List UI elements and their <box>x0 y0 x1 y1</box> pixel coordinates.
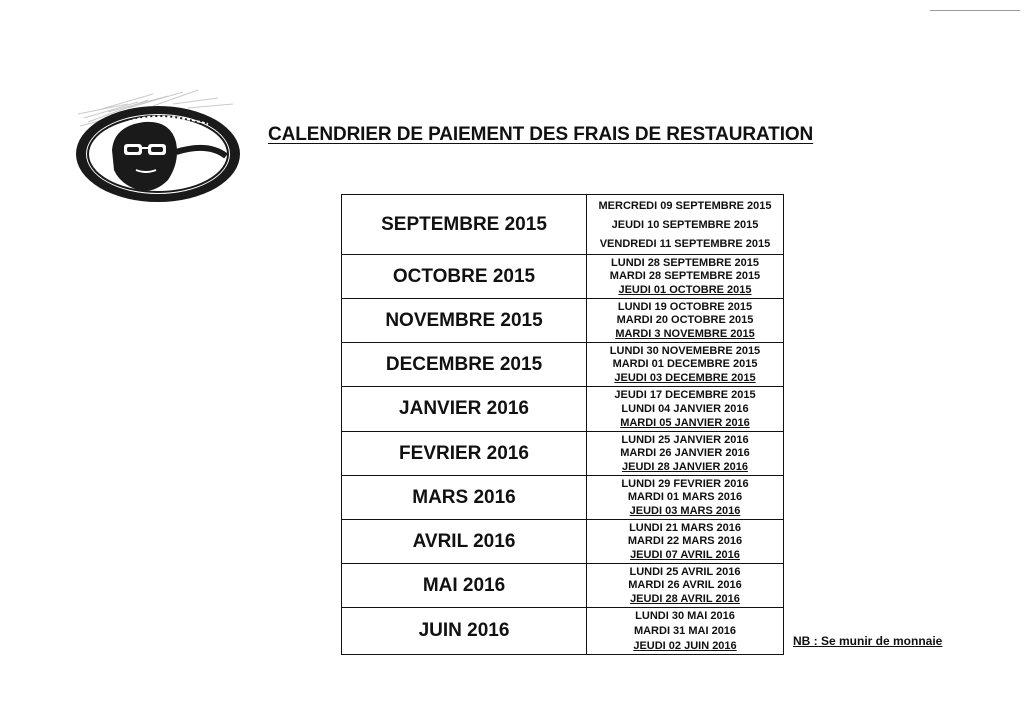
payment-schedule-table <box>341 194 784 655</box>
schedule-row <box>342 475 783 519</box>
payment-date: MARDI 05 JANVIER 2016 <box>620 417 750 429</box>
payment-date: JEUDI 17 DECEMBRE 2015 <box>614 389 756 401</box>
payment-date: LUNDI 21 MARS 2016 <box>629 521 741 534</box>
schedule-row <box>342 254 783 298</box>
payment-dates <box>586 343 783 386</box>
payment-dates <box>586 255 783 298</box>
payment-date: JEUDI 03 MARS 2016 <box>629 505 741 518</box>
payment-date: LUNDI 19 OCTOBRE 2015 <box>617 300 753 313</box>
payment-dates <box>586 432 783 475</box>
portrait-seal-icon <box>58 82 258 212</box>
payment-date: MARDI 01 DECEMBRE 2015 <box>612 358 758 371</box>
schedule-row <box>342 342 783 386</box>
schedule-row <box>342 195 783 254</box>
payment-date: MARDI 22 MARS 2016 <box>627 535 743 548</box>
payment-date: JEUDI 10 SEPTEMBRE 2015 <box>611 218 759 231</box>
payment-dates <box>586 476 783 519</box>
payment-date: LUNDI 29 FEVRIER 2016 <box>621 477 749 490</box>
payment-dates <box>586 387 783 431</box>
payment-date: LUNDI 25 JANVIER 2016 <box>621 433 749 446</box>
payment-date: MARDI 31 MAI 2016 <box>633 624 737 637</box>
month-label: JUIN 2016 <box>418 620 510 641</box>
payment-date: JEUDI 01 OCTOBRE 2015 <box>618 284 752 297</box>
schedule-row <box>342 607 783 654</box>
month-label: DECEMBRE 2015 <box>385 353 543 375</box>
nb-note: NB : Se munir de monnaie <box>793 634 943 648</box>
payment-date: JEUDI 03 DECEMBRE 2015 <box>614 372 756 385</box>
payment-dates <box>586 520 783 563</box>
month-label: OCTOBRE 2015 <box>392 265 536 287</box>
schedule-row <box>342 563 783 607</box>
payment-date: MARDI 3 NOVEMBRE 2015 <box>615 328 755 341</box>
month-label: NOVEMBRE 2015 <box>385 309 543 331</box>
schedule-row <box>342 386 783 431</box>
payment-date: LUNDI 30 MAI 2016 <box>635 610 735 623</box>
payment-date: LUNDI 28 SEPTEMBRE 2015 <box>611 256 759 269</box>
payment-date: JEUDI 07 AVRIL 2016 <box>630 549 740 562</box>
payment-date: JEUDI 28 AVRIL 2016 <box>630 593 740 606</box>
payment-date: MARDI 28 SEPTEMBRE 2015 <box>609 270 761 283</box>
payment-date: JEUDI 28 JANVIER 2016 <box>622 461 748 474</box>
payment-dates <box>586 195 783 254</box>
payment-date: MARDI 26 AVRIL 2016 <box>628 579 742 592</box>
page-title: CALENDRIER DE PAIEMENT DES FRAIS DE RESTAURATION <box>268 124 814 145</box>
month-label: JANVIER 2016 <box>399 398 529 419</box>
month-label: AVRIL 2016 <box>412 530 516 552</box>
payment-date: MARDI 20 OCTOBRE 2015 <box>616 314 754 327</box>
payment-date: VENDREDI 11 SEPTEMBRE 2015 <box>599 237 771 250</box>
payment-date: LUNDI 25 AVRIL 2016 <box>629 565 741 578</box>
scan-edge-line <box>930 10 1020 11</box>
schedule-row <box>342 431 783 475</box>
payment-dates <box>586 564 783 607</box>
month-label: FEVRIER 2016 <box>399 442 529 464</box>
schedule-row <box>342 298 783 342</box>
payment-dates <box>586 299 783 342</box>
payment-date: MARDI 01 MARS 2016 <box>627 491 743 504</box>
payment-date: MERCREDI 09 SEPTEMBRE 2015 <box>598 199 772 212</box>
payment-date: LUNDI 30 NOVEMEBRE 2015 <box>609 344 761 357</box>
schedule-row <box>342 519 783 563</box>
payment-date: LUNDI 04 JANVIER 2016 <box>621 403 749 415</box>
month-label: MAI 2016 <box>422 574 506 596</box>
month-label: SEPTEMBRE 2015 <box>381 213 547 235</box>
payment-date: MARDI 26 JANVIER 2016 <box>620 447 750 460</box>
payment-dates <box>586 608 783 654</box>
month-label: MARS 2016 <box>412 486 516 508</box>
payment-date: JEUDI 02 JUIN 2016 <box>633 639 737 652</box>
